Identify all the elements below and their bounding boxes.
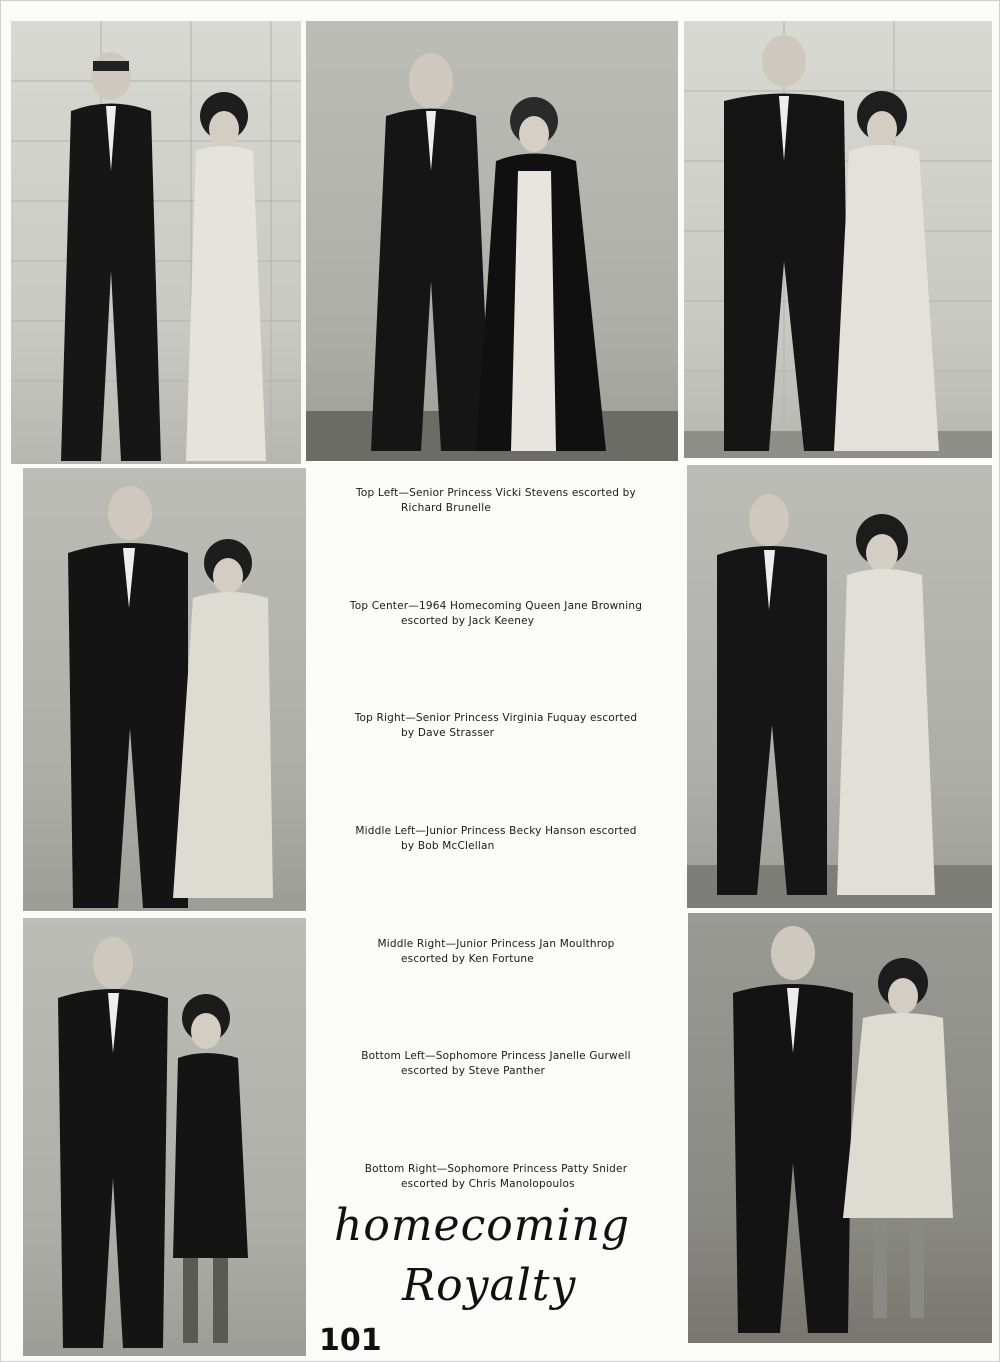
caption-line: Bottom Left—Sophomore Princess Janelle Gurwell <box>361 1050 631 1062</box>
caption-line: Middle Left—Junior Princess Becky Hanson escorted <box>355 825 637 837</box>
photo-bottom-right <box>688 913 992 1343</box>
caption-middle-left <box>331 824 661 854</box>
caption-line: Middle Right—Junior Princess Jan Moulthrop <box>377 938 615 950</box>
caption-bottom-left <box>331 1049 661 1079</box>
caption-top-center <box>331 599 661 629</box>
caption-line: escorted by Ken Fortune <box>401 953 534 965</box>
caption-line: escorted by Jack Keeney <box>401 615 535 627</box>
photo-middle-right <box>687 465 992 908</box>
photo-bottom-left <box>23 918 306 1356</box>
caption-line: by Bob McClellan <box>401 840 495 852</box>
caption-line: Bottom Right—Sophomore Princess Patty Snider <box>364 1163 628 1175</box>
caption-top-left <box>331 486 661 516</box>
title-line-2: Royalty <box>402 1260 577 1311</box>
caption-line: Top Right—Senior Princess Virginia Fuquay escorted <box>354 712 638 724</box>
photo-top-left <box>11 21 301 464</box>
caption-line: escorted by Steve Panther <box>401 1065 545 1077</box>
caption-line: Richard Brunelle <box>401 502 491 514</box>
page-number: 101 <box>319 1323 382 1358</box>
caption-line: Top Center—1964 Homecoming Queen Jane Browning <box>349 600 643 612</box>
caption-bottom-right <box>331 1162 661 1192</box>
caption-top-right <box>331 711 661 741</box>
photo-top-right <box>684 21 992 458</box>
caption-line: escorted by Chris Manolopoulos <box>401 1178 575 1190</box>
page-title <box>334 1201 684 1311</box>
caption-middle-right <box>331 937 661 967</box>
caption-line: by Dave Strasser <box>401 727 495 739</box>
photo-top-center <box>306 21 678 461</box>
title-line-1: homecoming <box>334 1200 631 1251</box>
photo-middle-left <box>23 468 306 911</box>
caption-line: Top Left—Senior Princess Vicki Stevens escorted by <box>356 487 636 499</box>
